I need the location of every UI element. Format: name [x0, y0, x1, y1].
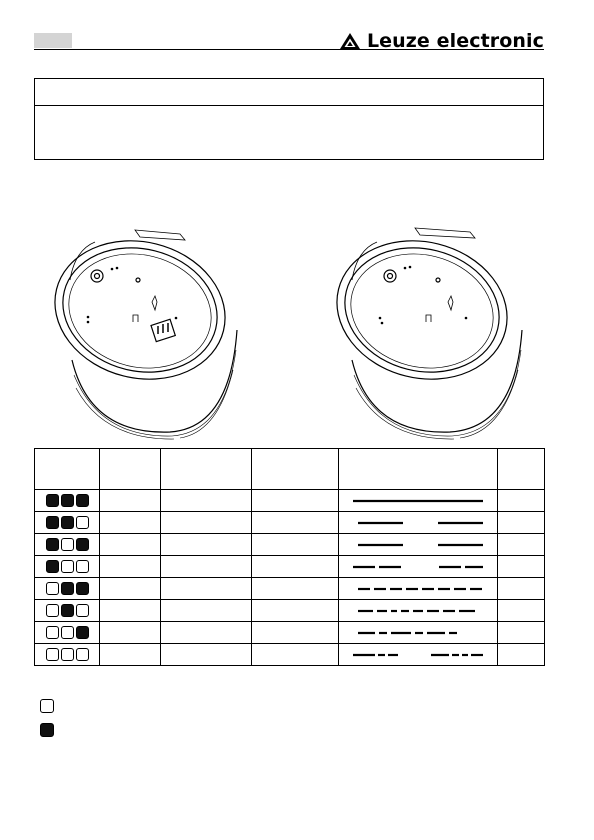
header-cell — [252, 449, 338, 490]
table-cell — [35, 534, 100, 556]
table-cell — [497, 644, 544, 666]
table-cell — [100, 512, 161, 534]
table-cell — [497, 490, 544, 512]
table-row — [35, 534, 545, 556]
signal-pattern-dash-dot — [351, 606, 485, 616]
table-cell — [35, 490, 100, 512]
led-state-group — [35, 516, 99, 529]
table-cell — [161, 578, 252, 600]
table-cell — [161, 556, 252, 578]
table-cell — [338, 622, 497, 644]
signal-pattern-short-dash — [351, 584, 485, 594]
led-off-icon — [46, 582, 59, 595]
table-row — [35, 600, 545, 622]
led-off-icon — [61, 538, 74, 551]
led-on-icon — [46, 516, 59, 529]
led-off-icon — [61, 560, 74, 573]
table-cell — [497, 578, 544, 600]
led-on-icon — [40, 723, 54, 737]
led-off-icon — [46, 648, 59, 661]
led-on-icon — [76, 582, 89, 595]
signal-pattern-long-dash — [351, 540, 485, 550]
table-cell — [338, 512, 497, 534]
table-cell — [100, 534, 161, 556]
table-cell — [161, 490, 252, 512]
led-on-icon — [46, 538, 59, 551]
table-cell — [35, 578, 100, 600]
led-off-icon — [76, 516, 89, 529]
brand-name: Leuze electronic — [366, 30, 544, 52]
header-tab — [34, 33, 72, 48]
led-off-icon — [40, 699, 54, 713]
table-cell — [161, 600, 252, 622]
table-cell — [252, 600, 338, 622]
signal-pattern-medium-dash — [351, 562, 485, 572]
table-cell — [100, 600, 161, 622]
table-row — [35, 622, 545, 644]
led-on-icon — [76, 494, 89, 507]
table-cell — [338, 600, 497, 622]
signal-pattern-continuous — [351, 496, 485, 506]
header-cell — [338, 449, 497, 490]
led-state-group — [35, 626, 99, 639]
table-cell — [100, 556, 161, 578]
table-cell — [338, 644, 497, 666]
table-cell — [161, 622, 252, 644]
led-state-group — [35, 494, 99, 507]
led-mode-table — [34, 448, 545, 666]
led-state-group — [35, 604, 99, 617]
device-figure-right — [330, 210, 530, 440]
table-cell — [252, 644, 338, 666]
table-cell — [100, 622, 161, 644]
legend-led-on — [40, 723, 54, 737]
led-off-icon — [76, 604, 89, 617]
header-cell — [100, 449, 161, 490]
table-cell — [35, 644, 100, 666]
table-cell — [497, 512, 544, 534]
table-cell — [35, 600, 100, 622]
device-figure-left — [40, 210, 240, 440]
table-cell — [497, 556, 544, 578]
table-cell — [252, 578, 338, 600]
table-cell — [338, 534, 497, 556]
table-header-row — [35, 449, 545, 490]
table-cell — [100, 644, 161, 666]
info-box — [34, 78, 544, 160]
table-cell — [338, 578, 497, 600]
led-off-icon — [61, 648, 74, 661]
legend-led-off — [40, 699, 54, 713]
header-cell — [35, 449, 100, 490]
led-off-icon — [46, 604, 59, 617]
table-cell — [497, 622, 544, 644]
table-cell — [252, 534, 338, 556]
table-cell — [161, 644, 252, 666]
table-cell — [161, 534, 252, 556]
table-row — [35, 578, 545, 600]
led-on-icon — [46, 494, 59, 507]
led-on-icon — [46, 560, 59, 573]
led-off-icon — [76, 560, 89, 573]
table-cell — [252, 490, 338, 512]
table-row — [35, 512, 545, 534]
table-cell — [100, 578, 161, 600]
header-cell — [497, 449, 544, 490]
table-cell — [35, 622, 100, 644]
brand-logo — [339, 30, 544, 52]
table-cell — [497, 600, 544, 622]
table-cell — [338, 556, 497, 578]
table-cell — [252, 512, 338, 534]
led-on-icon — [61, 494, 74, 507]
led-on-icon — [76, 626, 89, 639]
table-cell — [252, 622, 338, 644]
table-cell — [161, 512, 252, 534]
table-cell — [338, 490, 497, 512]
led-off-icon — [76, 648, 89, 661]
signal-pattern-long-dash — [351, 518, 485, 528]
leuze-logo-icon — [339, 32, 361, 50]
header-cell — [161, 449, 252, 490]
table-row — [35, 644, 545, 666]
table-row — [35, 490, 545, 512]
table-row — [35, 556, 545, 578]
table-cell — [35, 512, 100, 534]
led-on-icon — [61, 604, 74, 617]
info-box-divider — [35, 105, 543, 106]
led-on-icon — [76, 538, 89, 551]
led-on-icon — [61, 516, 74, 529]
led-on-icon — [61, 582, 74, 595]
led-off-icon — [61, 626, 74, 639]
led-off-icon — [46, 626, 59, 639]
table-cell — [100, 490, 161, 512]
table-cell — [252, 556, 338, 578]
signal-pattern-burst — [351, 650, 485, 660]
signal-pattern-double-dash — [351, 628, 485, 638]
table-cell — [35, 556, 100, 578]
led-state-group — [35, 560, 99, 573]
table-cell — [497, 534, 544, 556]
led-state-group — [35, 648, 99, 661]
led-state-group — [35, 538, 99, 551]
led-state-group — [35, 582, 99, 595]
